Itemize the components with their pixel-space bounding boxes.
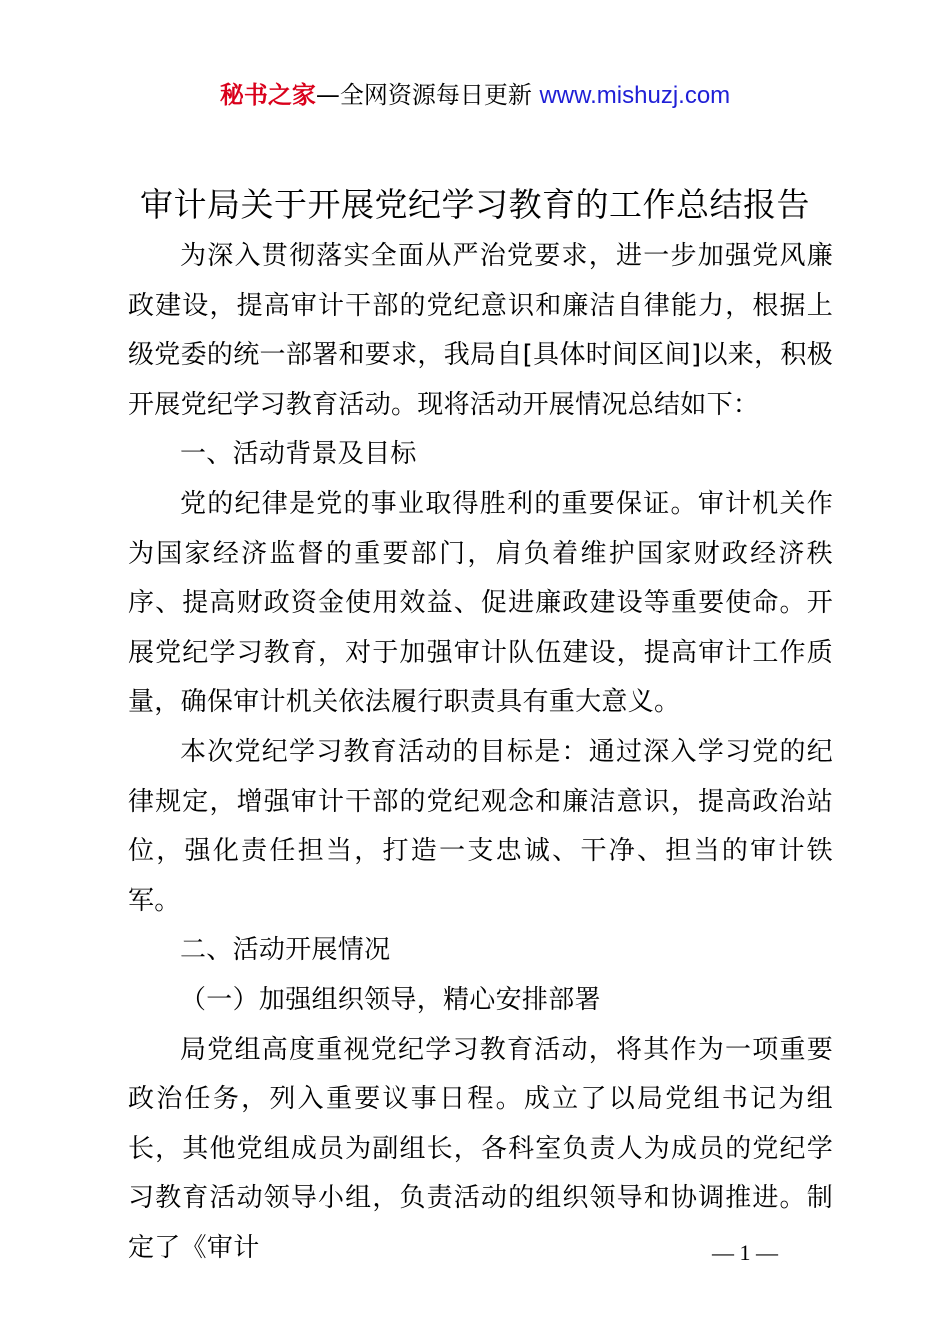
subsection-heading-1: （一）加强组织领导，精心安排部署	[180, 984, 601, 1015]
intro-paragraph: 为深入贯彻落实全面从严治党要求，进一步加强党风廉政建设，提高审计干部的党纪意识和廉洁自律能力，根据上级党委的统一部署和要求，我局自[具体时间区间]以来，积极开展党纪学习教育活动。现将活动开展情况总结如下：	[128, 241, 834, 420]
page-number: — 1 —	[712, 1240, 778, 1265]
document-title: 审计局关于开展党纪学习教育的工作总结报告	[140, 185, 810, 224]
site-url-link[interactable]: www.mishuzj.com	[539, 82, 731, 109]
site-header	[0, 78, 950, 113]
header-tagline: —全网资源每日更新	[315, 81, 532, 109]
section-heading-1: 一、活动背景及目标	[180, 439, 417, 470]
document-body	[128, 232, 833, 1273]
brand-name: 秘书之家	[219, 81, 316, 109]
section-heading-2: 二、活动开展情况	[180, 935, 391, 966]
body-paragraph: 党的纪律是党的事业取得胜利的重要保证。审计机关作为国家经济监督的重要部门，肩负着维护国家财政经济秩序、提高财政资金使用效益、促进廉政建设等重要使命。开展党纪学习教育，对于加强审计队伍建设，提高审计工作质量，确保审计机关依法履行职责具有重大意义。	[128, 488, 833, 718]
body-paragraph: 本次党纪学习教育活动的目标是：通过深入学习党的纪律规定，增强审计干部的党纪观念和廉洁意识，提高政治站位，强化责任担当，打造一支忠诚、干净、担当的审计铁军。	[128, 736, 833, 916]
body-paragraph: 局党组高度重视党纪学习教育活动，将其作为一项重要政治任务，列入重要议事日程。成立了以局党组书记为组长，其他党组成员为副组长，各科室负责人为成员的党纪学习教育活动领导小组，负责活动的组织领导和协调推进。制定了《审计	[128, 1034, 833, 1263]
